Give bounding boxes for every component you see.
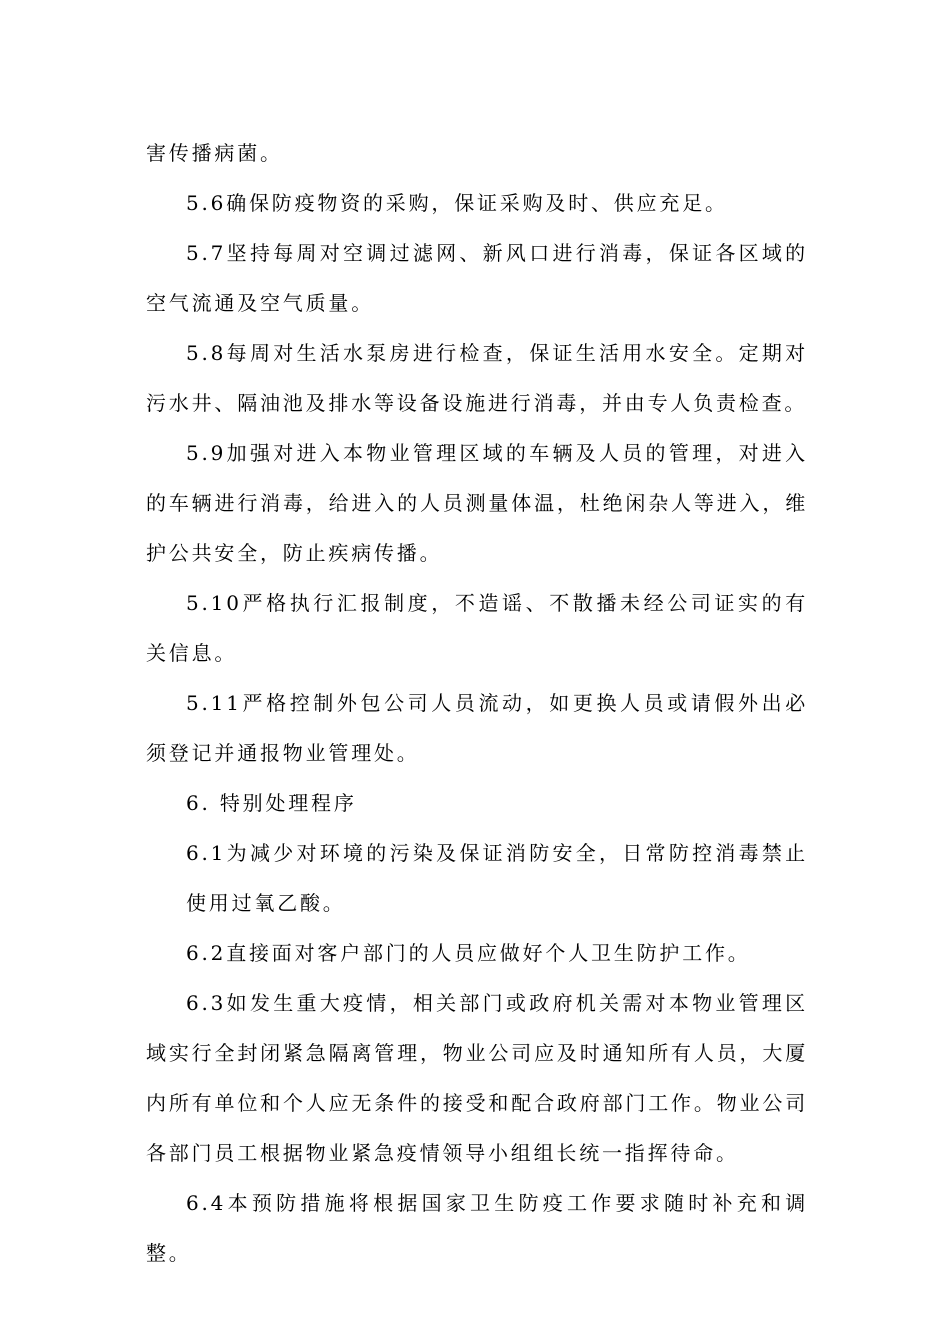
paragraph-6-4: 6.4本预防措施将根据国家卫生防疫工作要求随时补充和调整。 xyxy=(146,1191,808,1265)
paragraph-6-3: 6.3如发生重大疫情，相关部门或政府机关需对本物业管理区域实行全封闭紧急隔离管理，物业公司应及时通知所有人员，大厦内所有单位和个人应无条件的接受和配合政府部门工作。物业公司各部门员工根据物业紧急疫情领导小组组长统一指挥待命。 xyxy=(146,991,808,1165)
paragraph-6-2: 6.2直接面对客户部门的人员应做好个人卫生防护工作。 xyxy=(186,941,751,965)
paragraph-5-8: 5.8每周对生活水泵房进行检查，保证生活用水安全。定期对污水井、隔油池及排水等设备设施进行消毒，并由专人负责检查。 xyxy=(146,341,808,415)
section-heading-6: 6. 特别处理程序 xyxy=(186,791,357,815)
paragraph-5-11: 5.11严格控制外包公司人员流动，如更换人员或请假外出必须登记并通报物业管理处。 xyxy=(146,691,808,765)
paragraph-5-10: 5.10严格执行汇报制度，不造谣、不散播未经公司证实的有关信息。 xyxy=(146,591,808,665)
document-body xyxy=(146,128,808,1278)
paragraph-6-1: 6.1为减少对环境的污染及保证消防安全，日常防控消毒禁止使用过氧乙酸。 xyxy=(186,841,808,915)
paragraph-5-9: 5.9加强对进入本物业管理区域的车辆及人员的管理，对进入的车辆进行消毒，给进入的人员测量体温，杜绝闲杂人等进入，维护公共安全，防止疾病传播。 xyxy=(146,441,808,565)
paragraph-5-6: 5.6确保防疫物资的采购，保证采购及时、供应充足。 xyxy=(186,191,728,215)
paragraph-5-7: 5.7坚持每周对空调过滤网、新风口进行消毒，保证各区域的空气流通及空气质量。 xyxy=(146,241,808,315)
paragraph-continuation: 害传播病菌。 xyxy=(146,141,283,165)
